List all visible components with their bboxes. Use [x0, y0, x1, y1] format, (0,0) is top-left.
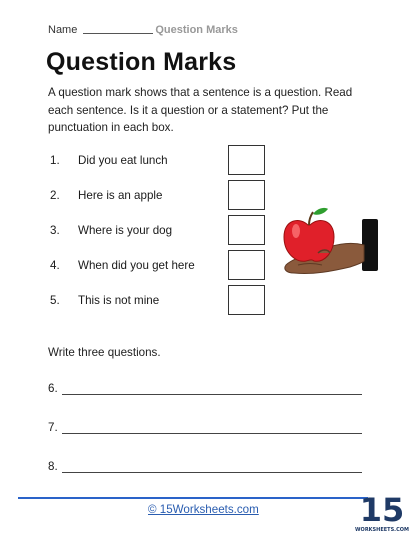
- answer-number: 8.: [48, 460, 58, 473]
- footer-link[interactable]: © 15Worksheets.com: [148, 503, 259, 516]
- page-title: Question Marks: [46, 48, 237, 76]
- question-text: This is not mine: [78, 293, 160, 307]
- punctuation-box[interactable]: [228, 250, 265, 280]
- answer-line[interactable]: [62, 421, 362, 434]
- logo-text: WORKSHEETS.COM: [355, 527, 409, 533]
- punctuation-box[interactable]: [228, 215, 265, 245]
- footer-divider: [18, 497, 368, 499]
- question-text: Where is your dog: [78, 223, 173, 237]
- name-header: [48, 24, 238, 36]
- answer-line-item: [48, 460, 362, 473]
- logo-number: 15: [359, 491, 405, 529]
- question-number: 3.: [50, 223, 60, 237]
- question-number: 4.: [50, 258, 60, 272]
- answer-line[interactable]: [62, 382, 362, 395]
- punctuation-box[interactable]: [228, 180, 265, 210]
- answer-number: 7.: [48, 421, 58, 434]
- question-text: Did you eat lunch: [78, 153, 168, 167]
- answer-line[interactable]: [62, 460, 362, 473]
- header-title: Question Marks: [155, 24, 238, 36]
- question-number: 5.: [50, 293, 60, 307]
- punctuation-box[interactable]: [228, 285, 265, 315]
- answer-line-item: [48, 421, 362, 434]
- instructions: A question mark shows that a sentence is a question. Read each sentence. Is it a question or a statement? Put the punctuation in each box.: [48, 86, 353, 134]
- question-text: When did you get here: [78, 258, 195, 272]
- punctuation-box[interactable]: [228, 145, 265, 175]
- answer-number: 6.: [48, 382, 58, 395]
- question-number: 1.: [50, 153, 60, 167]
- apple-in-hand-icon: [278, 205, 378, 285]
- name-line[interactable]: [83, 33, 153, 34]
- fifteen-worksheets-logo-icon: [355, 487, 409, 535]
- question-number: 2.: [50, 188, 60, 202]
- name-label: Name: [48, 24, 78, 36]
- answer-line-item: [48, 382, 362, 395]
- question-text: Here is an apple: [78, 188, 163, 202]
- apple-icon: [284, 208, 334, 261]
- write-prompt: Write three questions.: [48, 346, 161, 359]
